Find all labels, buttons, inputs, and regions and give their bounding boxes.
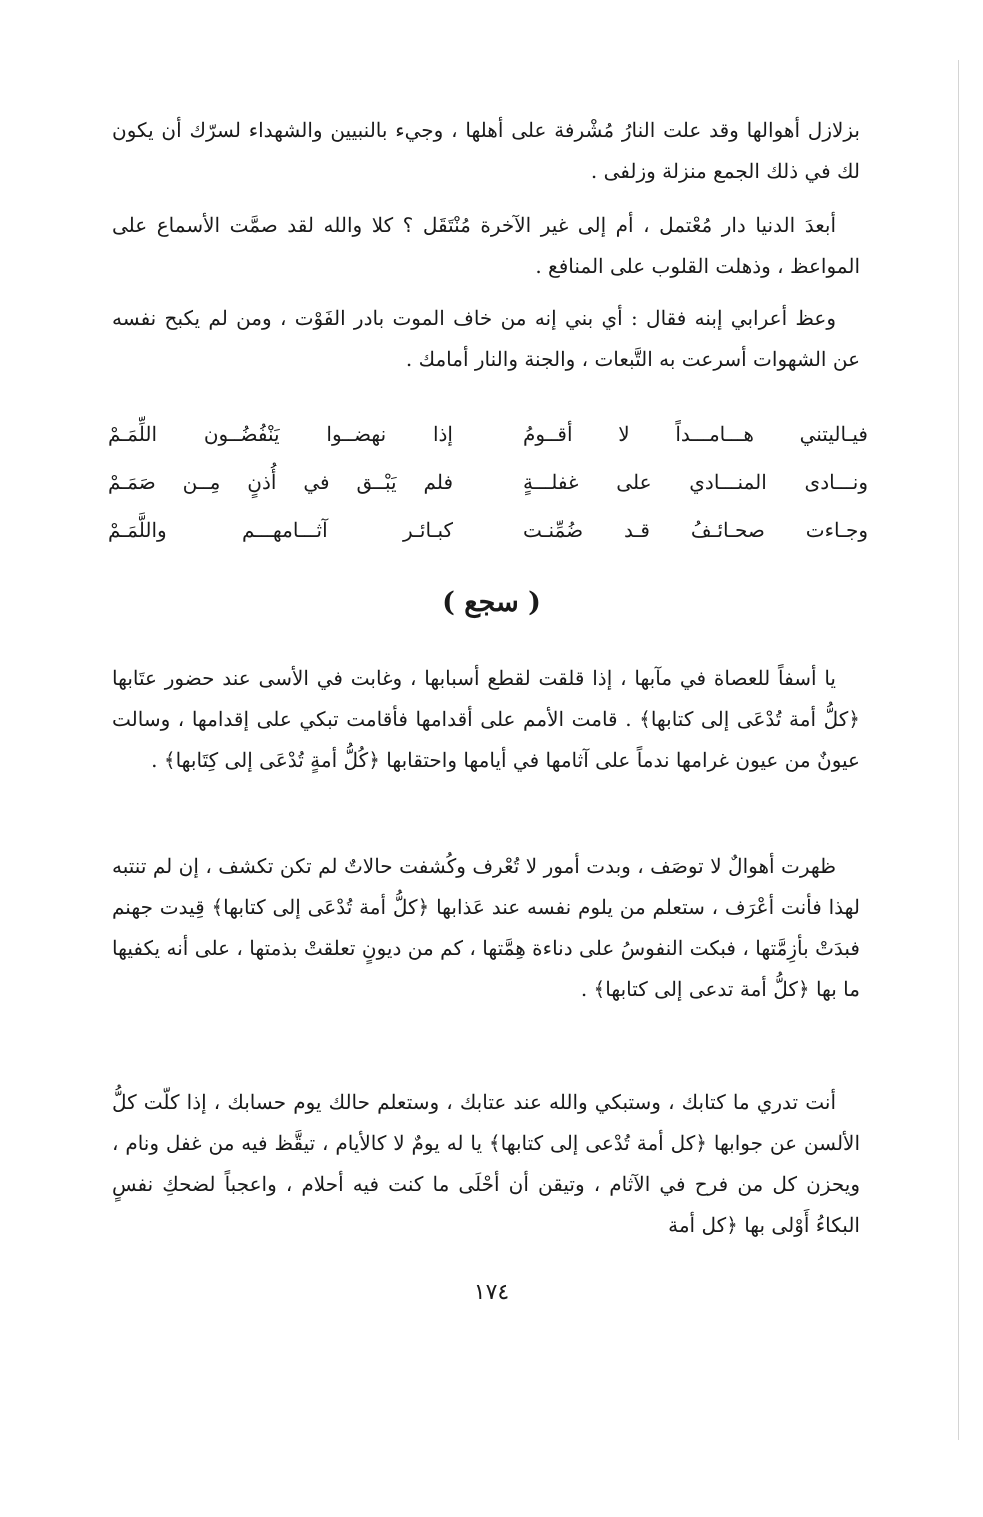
poem (108, 410, 868, 554)
paragraph-5 (112, 846, 860, 1010)
poem-hemistich-second: إذا نهضــوا يَنْفُضُــون اللِّمَـمْ (108, 422, 453, 446)
page-edge-line (958, 60, 959, 1440)
paragraph-4-text: يا أسفاً للعصاة في مآبها ، إذا قلقت لقطع أسبابها ، وغابت في الأسى عند حضور عتَابها ﴿كلُّ أمة تُدْعَى إلى كتابها﴾ . قامت الأمم على أقدامها فأقامت تبكي على إقدامها ، وسالت عيونٌ من عيون غرامها ندماً على آثامها في أيامها واحتقابها ﴿كُلُّ أمةٍ تُدْعَى إلى كِتَابها﴾ . (112, 666, 860, 772)
page-number: ١٧٤ (473, 1280, 510, 1305)
poem-hemistich-first: وجـاءت صحـائـفُ قـد ضُمِّنـت (523, 518, 868, 542)
paragraph-2-text: أبعدَ الدنيا دار مُعْتمل ، أم إلى غير الآخرة مُنْتَقَل ؟ كلا والله لقد صمَّت الأسماع على المواعظ ، وذهلت القلوب على المنافع . (112, 213, 860, 278)
paragraph-6 (112, 1082, 860, 1246)
paragraph-1 (112, 110, 860, 192)
poem-hemistich-second: فلم يَبْــق في أُذنٍ مِــن صَمَـمْ (108, 470, 453, 494)
poem-hemistich-first: ونـــادى المنـــادي على غفلـــةٍ (523, 470, 868, 494)
paragraph-3 (112, 298, 860, 380)
poem-hemistich-second: كبـائـر آثـــامهـــم واللَّمَـمْ (108, 518, 453, 542)
paragraph-2 (112, 205, 860, 287)
poem-verse (108, 506, 868, 554)
poem-verse (108, 410, 868, 458)
section-heading: ( سجع ) (442, 587, 541, 618)
paragraph-6-text: أنت تدري ما كتابك ، وستبكي والله عند عتابك ، وستعلم حالك يوم حسابك ، إذا كلّت كلُّ الألسن عن جوابها ﴿كل أمة تُدْعى إلى كتابها﴾ يا له يومٌ لا كالأيام ، تيقَّظ فيه من غفل ونام ، ويحزن كل من فرح في الآثام ، وتيقن أن أحْلَى ما كنت فيه أحلام ، واعجباً لضحكِ نفسٍ البكاءُ أَوْلى بها ﴿كل أمة (112, 1090, 860, 1237)
paragraph-4 (112, 658, 860, 781)
paragraph-5-text: ظهرت أهوالٌ لا توصَف ، وبدت أمور لا تُعْرف وكُشفت حالاتٌ لم تكن تكشف ، إن لم تنتبه لهذا فأنت أعْرَف ، ستعلم من يلوم نفسه عند عَذابها ﴿كلُّ أمة تُدْعَى إلى كتابها﴾ قِيدت جهنم فبدَتْ بأزِمَّتها ، فبكت النفوسُ على دناءة هِمَّتها ، كم من ديونٍ تعلقتْ بذمتها ، على أنه يكفيها ما بها ﴿كلُّ أمة تدعى إلى كتابها﴾ . (112, 854, 860, 1001)
paragraph-3-text: وعظ أعرابي إبنه فقال : أي بني إنه من خاف الموت بادر الفَوْت ، ومن لم يكبح نفسه عن الشهوات أسرعت به التَّبعات ، والجنة والنار أمامك . (112, 306, 860, 371)
poem-hemistich-first: فيـاليتني هـــامـــداً لا أقــومُ (523, 422, 868, 446)
poem-verse (108, 458, 868, 506)
paragraph-1-text: بزلازل أهوالها وقد علت النارُ مُشْرفة على أهلها ، وجيء بالنبيين والشهداء لسرّك أن يكون لك في ذلك الجمع منزلة وزلفى . (112, 118, 860, 183)
